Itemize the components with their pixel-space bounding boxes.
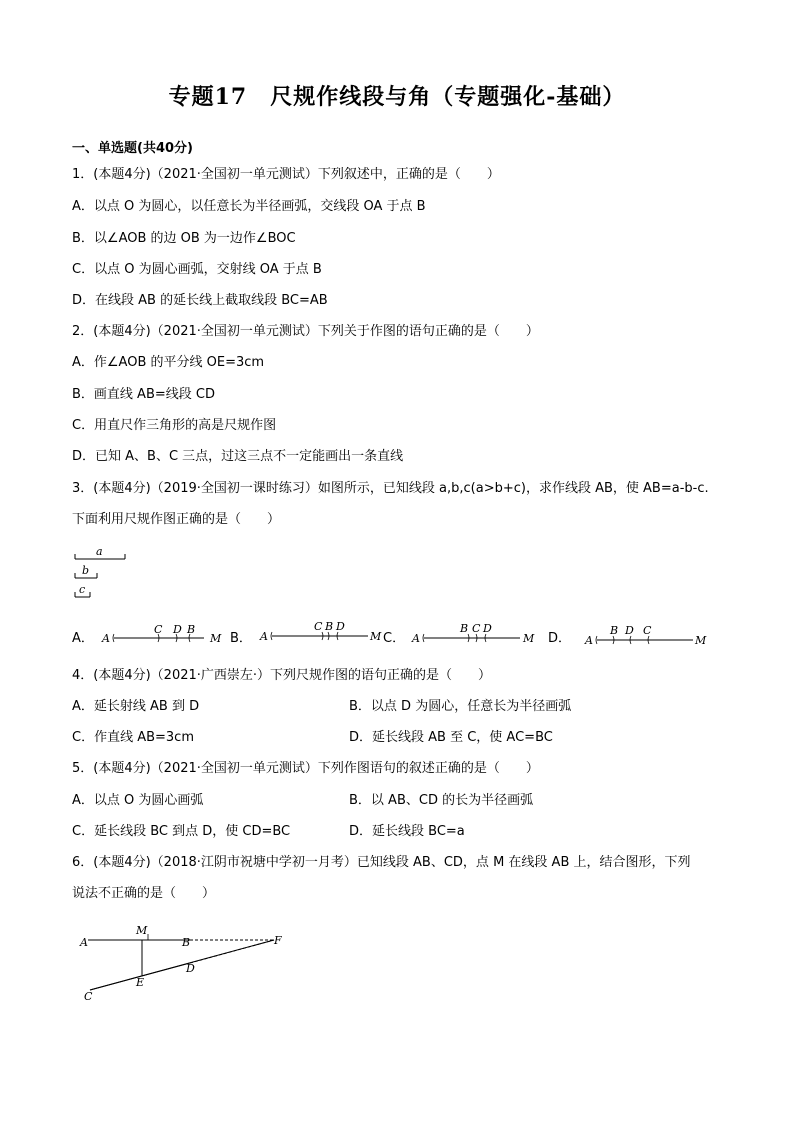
q3-option-d-figure bbox=[583, 618, 713, 646]
q4-stem: 4．(本题4分)（2021·广西崇左·）下列尺规作图的语句正确的是（ ） bbox=[72, 668, 492, 683]
q3d-label-right: M bbox=[695, 634, 707, 646]
q6-stem-line1: 6．(本题4分)（2018·江阴市祝塘中学初一月考）已知线段 AB、CD，点 M 在线段 AB 上，结合图形，下列 bbox=[72, 855, 691, 870]
q6-point-d: D bbox=[186, 962, 195, 975]
q3b-label-2: B bbox=[325, 620, 334, 633]
q3-option-b-letter: B． bbox=[230, 631, 252, 646]
q3b-label-3: D bbox=[336, 620, 345, 633]
q3a-label-left: A bbox=[102, 632, 110, 645]
q2-stem: 2．(本题4分)（2021·全国初一单元测试）下列关于作图的语句正确的是（ ） bbox=[72, 324, 539, 339]
q2-option-a: A．作∠AOB 的平分线 OE=3cm bbox=[72, 355, 265, 370]
q5-option-b: B．以 AB、CD 的长为半径画弧 bbox=[349, 793, 534, 808]
q6-point-e: E bbox=[136, 976, 145, 989]
q3-option-b-figure bbox=[258, 618, 386, 646]
q1-stem: 1．(本题4分)（2021·全国初一单元测试）下列叙述中，正确的是（ ） bbox=[72, 167, 500, 182]
q6-point-c: C bbox=[84, 990, 93, 1003]
q1-option-a: A．以点 O 为圆心，以任意长为半径画弧，交线段 OA 于点 B bbox=[72, 199, 426, 214]
q3a-label-2: D bbox=[173, 623, 182, 636]
q4-option-b: B．以点 D 为圆心，任意长为半径画弧 bbox=[349, 699, 572, 714]
q3b-label-left: A bbox=[260, 630, 268, 643]
q3d-label-1: B bbox=[610, 624, 619, 637]
q4-option-c: C．作直线 AB=3cm bbox=[72, 730, 194, 745]
q3c-label-1: B bbox=[460, 622, 469, 635]
segment-a-label: a bbox=[96, 545, 103, 558]
q5-option-c: C．延长线段 BC 到点 D，使 CD=BC bbox=[72, 824, 291, 839]
segment-b-label: b bbox=[82, 564, 90, 577]
q6-point-b: B bbox=[182, 936, 191, 949]
segment-c-label: c bbox=[79, 583, 86, 596]
section-heading: 一、单选题(共40分) bbox=[72, 141, 193, 156]
q2-option-c: C．用直尺作三角形的高是尺规作图 bbox=[72, 418, 277, 433]
q3d-label-2: D bbox=[625, 624, 634, 637]
q3b-label-1: C bbox=[314, 620, 323, 633]
q5-option-d: D．延长线段 BC=a bbox=[349, 824, 465, 839]
q3d-label-left: A bbox=[585, 634, 593, 646]
q3-stem-line2: 下面利用尺规作图正确的是（ ） bbox=[72, 512, 281, 527]
q4-option-d: D．延长线段 AB 至 C，使 AC=BC bbox=[349, 730, 553, 745]
segment-b bbox=[75, 564, 97, 578]
q6-stem-line2: 说法不正确的是（ ） bbox=[72, 886, 216, 901]
q5-option-a: A．以点 O 为圆心画弧 bbox=[72, 793, 204, 808]
q6-point-f: F bbox=[274, 934, 282, 947]
q3-option-a-letter: A． bbox=[72, 631, 94, 646]
q2-option-b: B．画直线 AB=线段 CD bbox=[72, 387, 215, 402]
q1-option-b: B．以∠AOB 的边 OB 为一边作∠BOC bbox=[72, 231, 296, 246]
segment-a bbox=[75, 545, 125, 559]
q3b-label-right: M bbox=[370, 630, 382, 643]
q3c-label-left: A bbox=[412, 632, 420, 645]
page-title: 专题17 尺规作线段与角（专题强化-基础） bbox=[168, 84, 626, 110]
q6-figure bbox=[78, 918, 298, 1008]
q3a-label-3: B bbox=[187, 623, 196, 636]
q3c-label-2: C bbox=[472, 622, 481, 635]
q3a-label-1: C bbox=[154, 623, 163, 636]
q3d-label-3: C bbox=[643, 624, 652, 637]
q3a-label-right: M bbox=[210, 632, 222, 645]
q3-option-d-letter: D． bbox=[548, 631, 572, 646]
q1-option-c: C．以点 O 为圆心画弧，交射线 OA 于点 B bbox=[72, 262, 322, 277]
q3c-label-right: M bbox=[523, 632, 535, 645]
q3-option-a-figure bbox=[100, 618, 230, 646]
q1-option-d: D．在线段 AB 的延长线上截取线段 BC=AB bbox=[72, 293, 328, 308]
segment-c bbox=[75, 583, 90, 597]
q3c-label-3: D bbox=[483, 622, 492, 635]
q6-point-a: A bbox=[80, 936, 88, 949]
q3-option-c-letter: C． bbox=[383, 631, 406, 646]
q6-point-m: M bbox=[136, 924, 148, 937]
q3-given-segments-figure bbox=[70, 543, 140, 605]
q4-option-a: A．延长射线 AB 到 D bbox=[72, 699, 200, 714]
q5-stem: 5．(本题4分)（2021·全国初一单元测试）下列作图语句的叙述正确的是（ ） bbox=[72, 761, 539, 776]
q2-option-d: D．已知 A、B、C 三点，过这三点不一定能画出一条直线 bbox=[72, 449, 404, 464]
q3-option-c-figure bbox=[410, 618, 540, 650]
q3-stem-line1: 3．(本题4分)（2019·全国初一课时练习）如图所示，已知线段 a,b,c(a>b+c)，求作线段 AB，使 AB=a-b-c. bbox=[72, 481, 709, 496]
